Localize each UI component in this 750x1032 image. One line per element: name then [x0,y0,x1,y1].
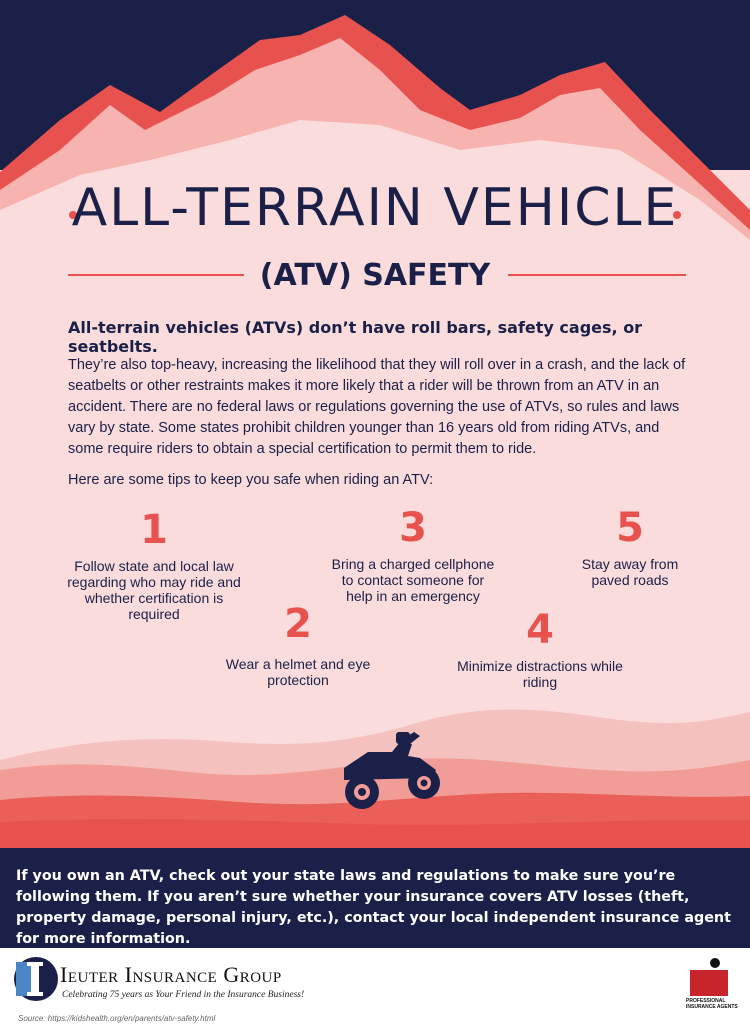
tip-text: Wear a helmet and eye protection [225,656,371,688]
subtitle-row [0,258,750,294]
footer-banner [0,848,750,948]
agency-tagline: Celebrating 75 years as Your Friend in the Insurance Business! [62,990,305,1000]
source-citation: Source: https://kidshealth.org/en/parents/atv-safety.html [18,1014,216,1023]
agency-logo-icon [14,957,58,1001]
tip-text: Minimize distractions while riding [457,658,623,690]
tip-4 [456,608,624,690]
page-title: ALL-TERRAIN VEHICLE [71,178,679,238]
tip-3 [328,506,498,604]
tip-number: 4 [526,607,554,653]
tip-text: Stay away from paved roads [581,556,679,588]
tip-number: 2 [284,601,312,647]
tip-number: 1 [140,507,168,553]
lead-statement: All-terrain vehicles (ATVs) don’t have roll bars, safety cages, or seatbelts. [68,318,643,356]
tip-text: Follow state and local law regarding who may ride and whether certification is required [67,558,241,622]
footer-text: If you own an ATV, check out your state laws and regulations to make sure you’re following them. If you aren’t sure whether your insurance covers ATV losses (theft, property damage, personal injury, etc.), contact your local independent insurance agent for more information. [16,868,731,947]
tip-5 [570,506,690,588]
tip-text: Bring a charged cellphone to contact someone for help in an emergency [331,556,495,604]
agency-name: Ieuter Insurance Group [60,962,282,987]
tip-number: 3 [399,505,427,551]
tip-2 [216,602,380,688]
tips-intro: Here are some tips to keep you safe when riding an ATV: [68,472,434,488]
tip-number: 5 [616,505,644,551]
intro-paragraph: They’re also top-heavy, increasing the likelihood that they will roll over in a crash, and the lack of seatbelts or other restraints makes it more likely that a rider will be thrown from an ATV in an accident. There are no federal laws or regulations governing the use of ATVs, so rules and laws vary by state. Some states prohibit children younger than 16 years old from riding ATVs, and some require riders to obtain a special certification to permit them to ride. [68,357,686,457]
pia-logo-icon [690,958,728,996]
pia-label: PROFESSIONAL INSURANCE AGENTS [686,998,738,1010]
page-subtitle: (ATV) SAFETY [259,258,491,293]
